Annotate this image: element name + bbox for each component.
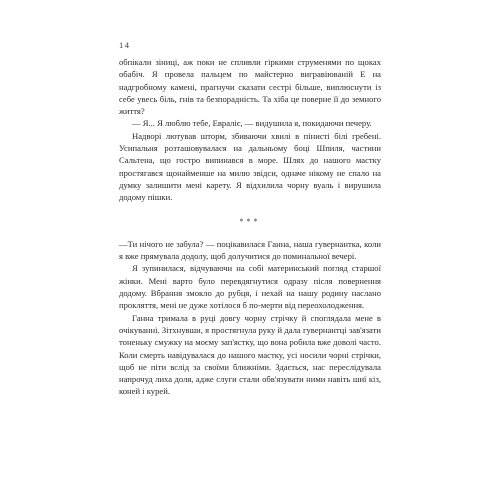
body-text [119,56,381,398]
paragraph-text: Ганна тримала в руці довгу чорну стрічку й споглядала мене в очікуванні. Зітхнувши, я простягнула руку й дала гувернантці зав'язати тоненьку смужку на моєму зап'ястку, що вона робила вже доволі часто. Коли смерть навідувалася до нашого мастку, усі носили чорні стрічки, щоб не піти вслід за своїми ближніми. Здається, нас переслідувала напрочуд лиха доля, адже слуги стали обв'язувати ними навіть шиї кіз, коней і курей. [119,312,381,397]
paragraph-text: Я зупинилася, відчуваючи на собі материнський погляд старшої жінки. Мені варто було перевдягнутися одразу після повернення додому. Вбрання змокло до рубця, і нехай на нашу родину наслано прокляття, мені не дуже хотілося б по-мерти від переохолодження. [119,263,381,311]
paragraph-text: Надворі лютував шторм, збиваючи хвилі в пінисті білі гребені. Усипальня розташовувалася на дальньому боці Шпиля, частини Сальтена, що гостро випинався в море. Шлях до нашого мастку простягався щонайменше на милю звідси, одначе нікому не спало на думку залишити мені карету. Я відхилила чорну вуаль і вирушила додому пішки. [119,130,381,203]
paragraph [119,56,381,117]
paragraph [119,262,381,311]
section-break: *** [239,216,261,226]
paragraph [119,238,381,263]
paragraph-text: обпікали зіниці, аж поки не спливли гіркими струменями по [119,57,358,67]
paragraph [119,117,381,129]
paragraph [119,312,381,398]
paragraph-text: —Ти нічого не забула? — поцікавилася Ганна, наша гувернантка, коли я вже прямувала додолу, щоб долучитися до поминальної вечері. [119,238,381,262]
paragraph-text: — Я... Я люблю тебе, Евраліє, — видушила я, покидаючи печеру. [132,118,372,129]
paragraph [119,130,381,204]
paragraph-text: щоках обабіч. Я провела пальцем по майстерно вигравіюваній Е на надгробному камені, прагнучи сказати сестрі більше, [119,57,381,92]
page-number: 14 [119,40,131,50]
paragraph-text: виплюснути із себе увесь біль, гнів та безпорадність. Та хіба це поверне її до земного життя? [119,81,381,117]
